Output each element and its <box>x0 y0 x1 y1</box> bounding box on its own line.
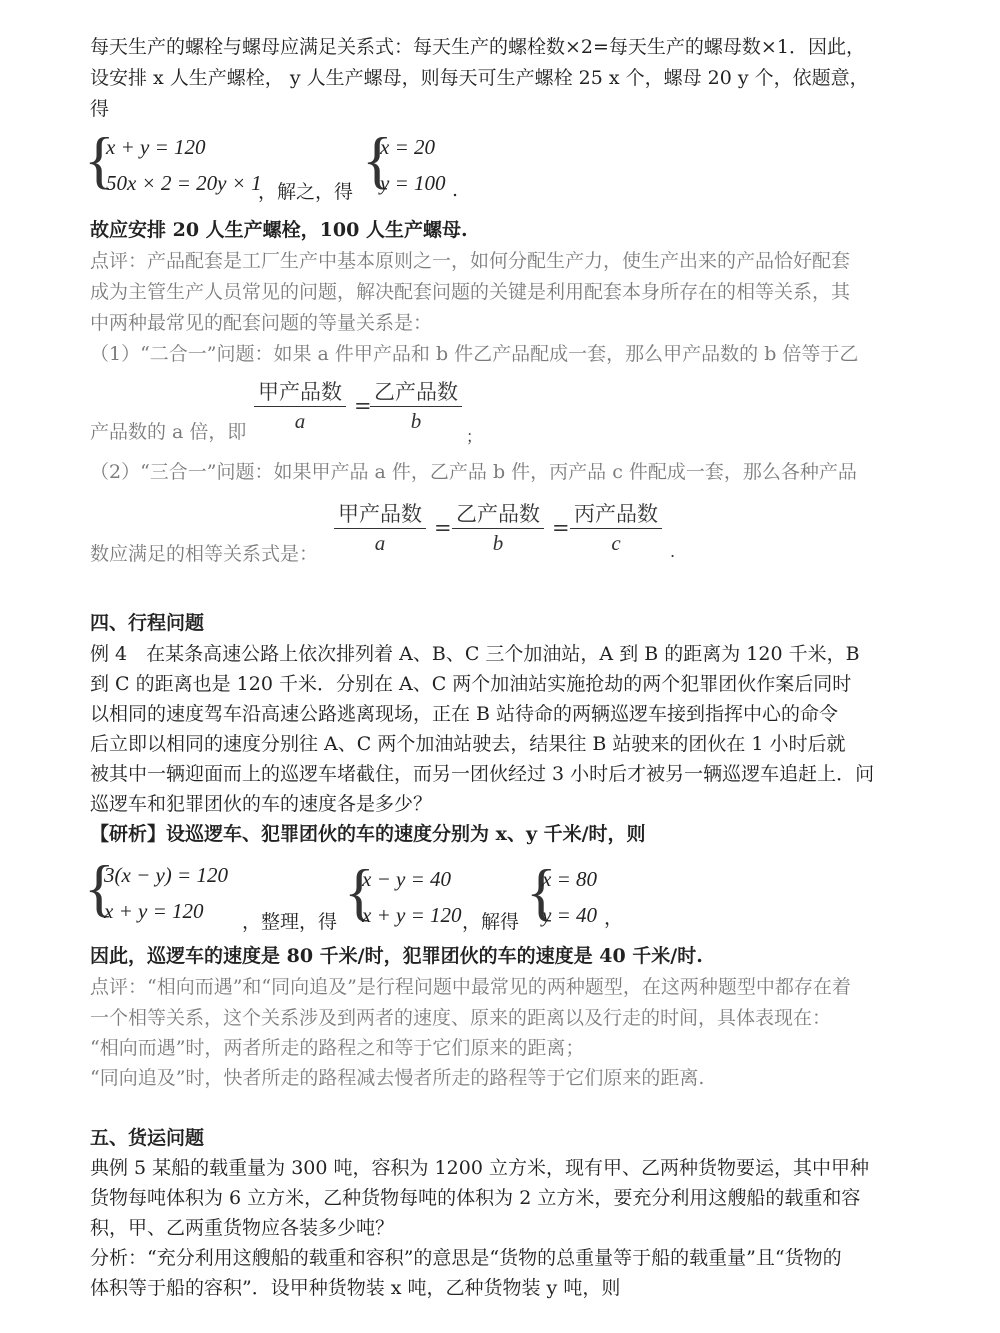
left-brace: { <box>362 124 393 195</box>
denominator: a <box>374 531 386 555</box>
section4-para-3: 以相同的速度驾车沿高速公路逃离现场，正在 B 站待命的两辆巡逻车接到指挥中心的命令 <box>90 703 839 725</box>
fraction-jia-over-a <box>254 378 346 435</box>
section4-title: 四、行程问题 <box>90 612 205 634</box>
system1-mid-text: ，解之，得 <box>258 181 354 203</box>
section4-para-1: 例 4 在某条高速公路上依次排列着 A、B、C 三个加油站，A 到 B 的距离为 120 千米，B <box>90 643 860 665</box>
comment1-case-2: （2）“三合一”问题：如果甲产品 a 件，乙产品 b 件，丙产品 c 件配成一套，那么各种产品 <box>90 461 857 483</box>
system1-eq2: 50x × 2 = 20y × 1 <box>106 171 262 195</box>
comment2-line-4: “同向追及”时，快者所走的路程减去慢者所走的路程等于它们原来的距离. <box>90 1067 705 1089</box>
system2-eq2: x + y = 120 <box>104 899 204 923</box>
denominator: b <box>492 531 504 555</box>
numerator: 甲产品数 <box>334 500 426 529</box>
left-brace: { <box>84 852 115 923</box>
comment1-case-1-tail: 产品数的 a 倍，即 <box>90 421 247 443</box>
intro-line-2: 设安排 x 人生产螺栓， y 人生产螺母，则每天可生产螺栓 25 x 个，螺母 20 y 个，依题意， <box>90 67 869 89</box>
comment1-line-2: 成为主管生产人员常见的问题，解决配套问题的关键是利用配套本身所存在的相等关系，其 <box>90 281 851 303</box>
conclusion-1: 故应安排 20 人生产螺栓，100 人生产螺母. <box>90 219 468 241</box>
system2-solution-y: y = 40 <box>542 903 597 927</box>
numerator: 乙产品数 <box>370 378 462 407</box>
system1-eq1: x + y = 120 <box>106 135 206 159</box>
system1-end: . <box>452 179 459 201</box>
fraction1-end: ； <box>466 427 483 446</box>
comment1-case-2-tail: 数应满足的相等关系式是： <box>90 543 319 565</box>
system2-end: ， <box>604 907 624 929</box>
comment1-line-1: 点评：产品配套是工厂生产中基本原则之一，如何分配生产力，使生产出来的产品恰好配套 <box>90 250 851 272</box>
fraction-jia-over-a <box>334 500 426 557</box>
intro-line-1: 每天生产的螺栓与螺母应满足关系式：每天生产的螺栓数×2=每天生产的螺母数×1．因此， <box>90 36 865 58</box>
numerator: 丙产品数 <box>570 500 662 529</box>
intro-line-3: 得 <box>90 98 110 120</box>
system2-mid-text-2: ，解得 <box>462 911 520 933</box>
left-brace: { <box>526 856 557 927</box>
section5-para-1: 典例 5 某船的载重量为 300 吨，容积为 1200 立方米，现有甲、乙两种货物要运，其中甲种 <box>90 1157 869 1179</box>
comment2-line-2: 一个相等关系，这个关系涉及到两者的速度、原来的距离以及行走的时间，具体表现在： <box>90 1007 832 1029</box>
system2-reduced-eq2: x + y = 120 <box>362 903 462 927</box>
fraction-yi-over-b <box>370 378 462 435</box>
comment2-line-3: “相向而遇”时，两者所走的路程之和等于它们原来的距离； <box>90 1037 585 1059</box>
system2-eq1: 3(x − y) = 120 <box>104 863 228 887</box>
fraction-yi-over-b <box>452 500 544 557</box>
conclusion-2: 因此，巡逻车的速度是 80 千米/时，犯罪团伙的车的速度是 40 千米/时. <box>90 945 703 967</box>
system2-mid-text-1: ，整理，得 <box>242 911 338 933</box>
section5-para-3: 积，甲、乙两重货物应各装多少吨？ <box>90 1217 395 1239</box>
section4-para-5: 被其中一辆迎面而上的巡逻车堵截住，而另一团伙经过 3 小时后才被另一辆巡逻车追赶上．问 <box>90 763 875 785</box>
left-brace: { <box>84 124 115 195</box>
section4-para-6: 巡逻车和犯罪团伙的车的速度各是多少？ <box>90 793 433 815</box>
denominator: c <box>611 531 621 555</box>
section4-para-2: 到 C 的距离也是 120 千米．分别在 A、C 两个加油站实施抢劫的两个犯罪团伙作案后同时 <box>90 673 852 695</box>
system2-reduced-eq1: x − y = 40 <box>362 867 451 891</box>
comment1-line-3: 中两种最常见的配套问题的等量关系是： <box>90 312 433 334</box>
equals-sign: = <box>552 516 570 540</box>
numerator: 乙产品数 <box>452 500 544 529</box>
denominator: a <box>294 409 306 433</box>
section4-analysis: 【研析】设巡逻车、犯罪团伙的车的速度分别为 x、y 千米/时，则 <box>90 823 646 845</box>
equals-sign: = <box>434 516 452 540</box>
left-brace: { <box>344 856 375 927</box>
comment2-line-1: 点评：“相向而遇”和“同向追及”是行程问题中最常见的两种题型，在这两种题型中都存在着 <box>90 976 851 998</box>
system1-solution-y: y = 100 <box>380 171 446 195</box>
fraction2-end: . <box>670 542 676 561</box>
section5-title: 五、货运问题 <box>90 1127 205 1149</box>
fraction-bing-over-c <box>570 500 662 557</box>
system2-solution-x: x = 80 <box>542 867 597 891</box>
comment1-case-1: （1）“二合一”问题：如果 a 件甲产品和 b 件乙产品配成一套，那么甲产品数的 b 倍等于乙 <box>90 343 859 365</box>
section5-para-2: 货物每吨体积为 6 立方米，乙种货物每吨的体积为 2 立方米，要充分利用这艘船的载重和容 <box>90 1187 861 1209</box>
section5-analysis-1: 分析：“充分利用这艘船的载重和容积”的意思是“货物的总重量等于船的载重量”且“货物的 <box>90 1247 842 1269</box>
denominator: b <box>410 409 422 433</box>
numerator: 甲产品数 <box>254 378 346 407</box>
section5-analysis-2: 体积等于船的容积”．设甲种货物装 x 吨，乙种货物装 y 吨，则 <box>90 1277 621 1299</box>
section4-para-4: 后立即以相同的速度分别往 A、C 两个加油站驶去，结果往 B 站驶来的团伙在 1 小时后就 <box>90 733 846 755</box>
equals-sign: = <box>354 394 372 418</box>
system1-solution-x: x = 20 <box>380 135 435 159</box>
